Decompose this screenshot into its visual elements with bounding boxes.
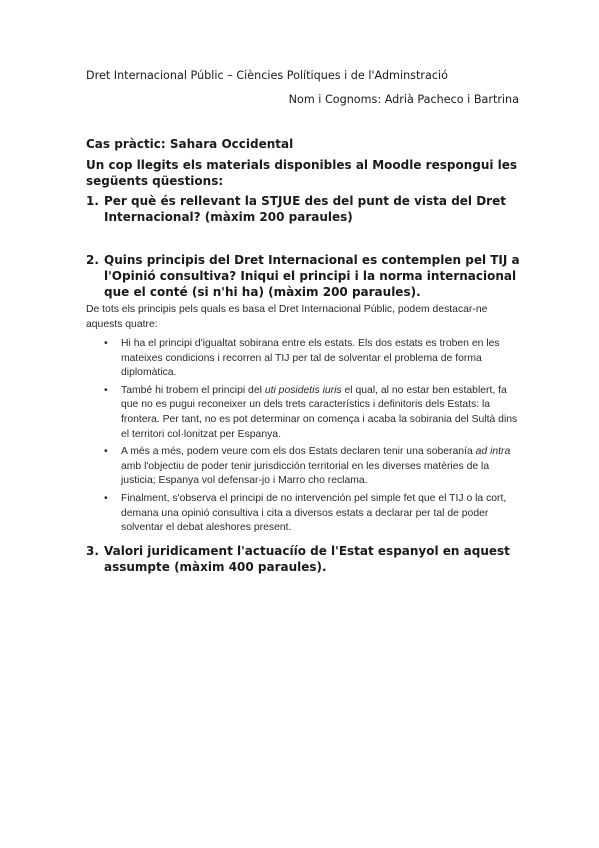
case-title: Cas pràctic: Sahara Occidental <box>86 137 294 151</box>
list-item <box>86 384 526 442</box>
bullet-icon: • <box>104 492 108 504</box>
question-1 <box>86 193 526 225</box>
question-3 <box>86 543 526 575</box>
course-header: Dret Internacional Públic – Ciències Polítiques i de l'Adminstració <box>86 69 448 82</box>
list-item-text: Finalment, s'observa el principi de no intervención pel simple fet que el TIJ o la cort, demana una opinió consultiva i cita a diversos estats a declarar per tal de poder solventar el debat aleshores present. <box>121 492 507 534</box>
list-item-text: el qual, al no estar ben establert, fa que no es pugui reconeixer un dels trets característics i definitoris dels Estats: la frontera. Per tant, no es pot determinar on comença i acaba la sobirania del Sultà dins el territori col·lonitzat per Espanya. <box>121 384 518 440</box>
question-number: 1. <box>86 194 99 208</box>
question-text: Quins principis del Dret Internacional es contemplen pel TIJ a l'Opinió consultiva? Iniqui el principi i la norma internacional que el conté (si n'hi ha) (màxim 200 paraules). <box>104 253 520 299</box>
author-name: Nom i Cognoms: Adrià Pacheco i Bartrina <box>288 93 519 106</box>
bullet-icon: • <box>104 384 108 396</box>
answer-intro: De tots els principis pels quals es basa el Dret Internacional Públic, podem destacar-ne aquests quatre: <box>86 304 488 330</box>
list-item-text: amb l'objectiu de poder tenir jurisdicción territorial en les diverses matèries de la justicia; Espanya vol defensar-jo i Marro cho reclama. <box>121 460 490 487</box>
list-item-text: Hi ha el principi d'igualtat sobirana entre els estats. Els dos estats es troben en les mateixes condicions i recorren al TIJ per tal de solventar el problema de forma diplomàtica. <box>121 338 500 379</box>
question-2 <box>86 252 526 300</box>
list-item <box>86 492 526 536</box>
list-item <box>86 337 526 381</box>
principles-list <box>86 337 526 539</box>
bullet-icon: • <box>104 338 108 349</box>
list-item <box>86 445 526 489</box>
list-item-text: A més a més, podem veure com els dos Estats declaren tenir una soberanía <box>121 446 476 458</box>
list-item-text: També hi trobem el principi del <box>121 384 265 396</box>
question-text: Per què és rellevant la STJUE des del punt de vista del Dret Internacional? (màxim 200 paraules) <box>104 194 506 224</box>
latin-term: ad intra <box>475 446 511 458</box>
question-text: Valori juridicament l'actuacíío de l'Estat espanyol en aquest assumpte (màxim 400 paraules). <box>104 544 510 574</box>
question-number: 3. <box>86 544 99 558</box>
bullet-icon: • <box>104 446 108 458</box>
question-number: 2. <box>86 253 99 267</box>
latin-term: uti posidetis iuris <box>264 384 342 396</box>
case-instructions: Un cop llegits els materials disponibles al Moodle respongui les següents qüestions: <box>86 158 518 188</box>
